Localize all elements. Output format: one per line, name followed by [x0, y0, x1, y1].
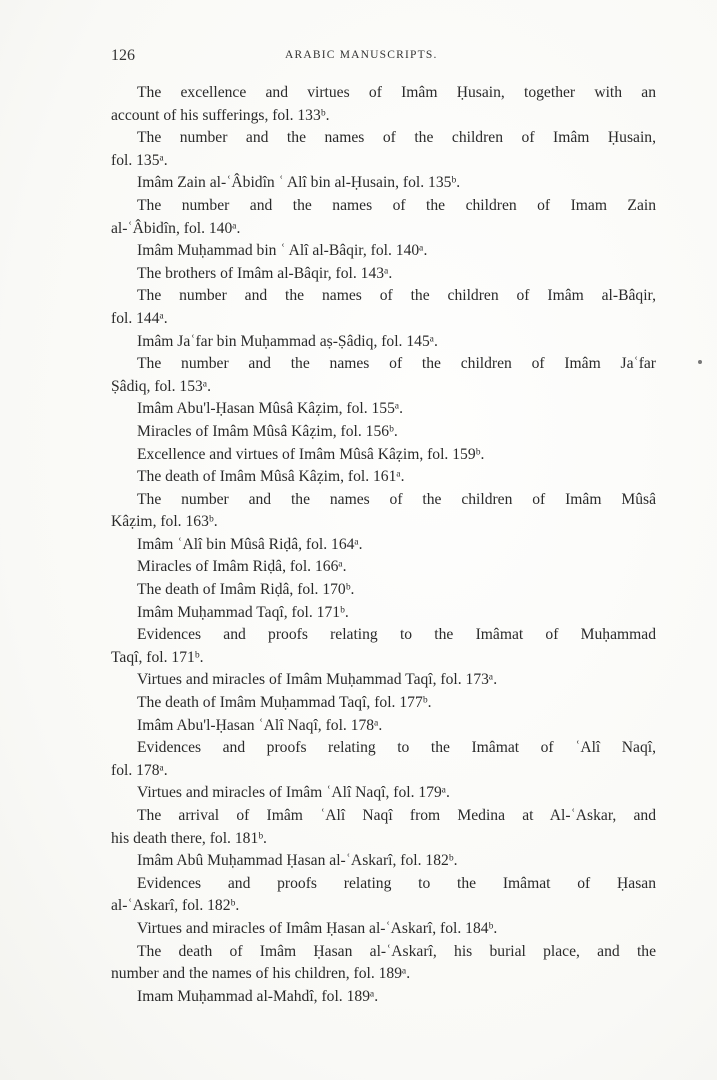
entry-text: The brothers of Imâm al-Bâqir, fol. 143ᵃ. — [137, 264, 393, 282]
contents-entry — [111, 398, 656, 421]
contents-entry — [111, 263, 656, 286]
contents-entry — [111, 692, 656, 715]
entry-text: The death of Imâm Riḍâ, fol. 170ᵇ. — [137, 581, 355, 599]
contents-entry — [111, 805, 656, 850]
entry-first-line: The death of Imâm Ḥasan al-ʿAskarî, his burial place, and the — [137, 942, 656, 960]
entry-continuation-line: Taqî, fol. 171ᵇ. — [111, 648, 204, 666]
manuscript-contents-list — [111, 82, 656, 1008]
page-header — [111, 47, 656, 67]
scan-speck — [698, 360, 702, 364]
entry-text: Excellence and virtues of Imâm Mûsâ Kâẓim, fol. 159ᵇ. — [137, 445, 485, 463]
entry-text: Imâm Muḥammad Taqî, fol. 171ᵇ. — [137, 603, 349, 621]
entry-first-line: The arrival of Imâm ʿAlî Naqî from Medina at Al-ʿAskar, and — [137, 807, 656, 824]
entry-text: Virtues and miracles of Imâm ʿAlî Naqî, fol. 179ᵃ. — [137, 784, 450, 802]
entry-text: Virtues and miracles of Imâm Ḥasan al-ʿAskarî, fol. 184ᵇ. — [137, 919, 498, 937]
entry-text: Imam Muḥammad al-Mahdî, fol. 189ᵃ. — [137, 987, 379, 1005]
entry-continuation-line: fol. 178ᵃ. — [111, 761, 168, 779]
contents-entry — [111, 737, 656, 782]
contents-entry — [111, 82, 656, 127]
entry-continuation-line: account of his sufferings, fol. 133ᵇ. — [111, 106, 330, 124]
contents-entry — [111, 873, 656, 918]
contents-entry — [111, 421, 656, 444]
contents-entry — [111, 850, 656, 873]
contents-entry — [111, 579, 656, 602]
contents-entry — [111, 444, 656, 467]
entry-continuation-line: number and the names of his children, fol. 189ᵃ. — [111, 965, 411, 983]
contents-entry — [111, 715, 656, 738]
entry-continuation-line: Kâẓim, fol. 163ᵇ. — [111, 513, 218, 531]
contents-entry — [111, 782, 656, 805]
entry-text: Imâm Zain al-ʿÂbidîn ʿ Alî bin al-Ḥusain, fol. 135ᵇ. — [137, 174, 461, 192]
entry-text: Imâm ʿAlî bin Mûsâ Riḍâ, fol. 164ᵃ. — [137, 535, 363, 553]
entry-first-line: Evidences and proofs relating to the Imâmat of Ḥasan — [137, 874, 656, 892]
contents-entry — [111, 918, 656, 941]
entry-text: Imâm Jaʿfar bin Muḥammad aṣ-Ṣâdiq, fol. 145ᵃ. — [137, 332, 438, 350]
contents-entry — [111, 624, 656, 669]
contents-entry — [111, 285, 656, 330]
entry-text: The death of Imâm Mûsâ Kâẓim, fol. 161ᵃ. — [137, 468, 405, 486]
contents-entry — [111, 127, 656, 172]
entry-continuation-line: al-ʿAskarî, fol. 182ᵇ. — [111, 897, 240, 915]
entry-text: Virtues and miracles of Imâm Muḥammad Taqî, fol. 173ᵃ. — [137, 671, 498, 689]
contents-entry — [111, 669, 656, 692]
contents-entry — [111, 331, 656, 354]
contents-entry — [111, 986, 656, 1009]
contents-entry — [111, 534, 656, 557]
entry-first-line: The excellence and virtues of Imâm Ḥusain, together with an — [137, 84, 656, 101]
running-head: ARABIC MANUSCRIPTS. — [285, 49, 438, 61]
contents-entry — [111, 172, 656, 195]
contents-entry — [111, 602, 656, 625]
contents-entry — [111, 353, 656, 398]
entry-first-line: The number and the names of the children of Imâm al-Bâqir, — [137, 287, 656, 305]
contents-entry — [111, 556, 656, 579]
entry-first-line: The number and the names of the children of Imâm Mûsâ — [137, 490, 656, 508]
page-number: 126 — [111, 47, 135, 64]
contents-entry — [111, 195, 656, 240]
entry-text: Imâm Muḥammad bin ʿ Alî al-Bâqir, fol. 140ᵃ. — [137, 242, 428, 260]
entry-continuation-line: al-ʿÂbidîn, fol. 140ᵃ. — [111, 219, 241, 237]
entry-text: Miracles of Imâm Riḍâ, fol. 166ᵃ. — [137, 558, 347, 576]
contents-entry — [111, 489, 656, 534]
entry-continuation-line: fol. 144ᵃ. — [111, 309, 168, 327]
contents-entry — [111, 240, 656, 263]
entry-first-line: The number and the names of the children of Imam Zain — [137, 196, 656, 214]
contents-entry — [111, 466, 656, 489]
entry-first-line: The number and the names of the children of Imâm Jaʿfar — [137, 355, 656, 373]
entry-text: Imâm Abu'l-Ḥasan ʿAlî Naqî, fol. 178ᵃ. — [137, 716, 383, 734]
entry-text: The death of Imâm Muḥammad Taqî, fol. 177ᵇ. — [137, 694, 432, 712]
entry-first-line: The number and the names of the children of Imâm Ḥusain, — [137, 129, 656, 147]
entry-text: Imâm Abû Muḥammad Ḥasan al-ʿAskarî, fol. 182ᵇ. — [137, 852, 458, 870]
entry-text: Miracles of Imâm Mûsâ Kâẓim, fol. 156ᵇ. — [137, 422, 398, 440]
contents-entry — [111, 941, 656, 986]
entry-first-line: Evidences and proofs relating to the Imâmat of Muḥammad — [137, 626, 656, 644]
entry-continuation-line: his death there, fol. 181ᵇ. — [111, 829, 267, 847]
entry-first-line: Evidences and proofs relating to the Imâmat of ʿAlî Naqî, — [137, 739, 656, 757]
entry-continuation-line: Ṣâdiq, fol. 153ᵃ. — [111, 377, 211, 395]
entry-continuation-line: fol. 135ᵃ. — [111, 151, 168, 169]
entry-text: Imâm Abu'l-Ḥasan Mûsâ Kâẓim, fol. 155ᵃ. — [137, 400, 404, 418]
